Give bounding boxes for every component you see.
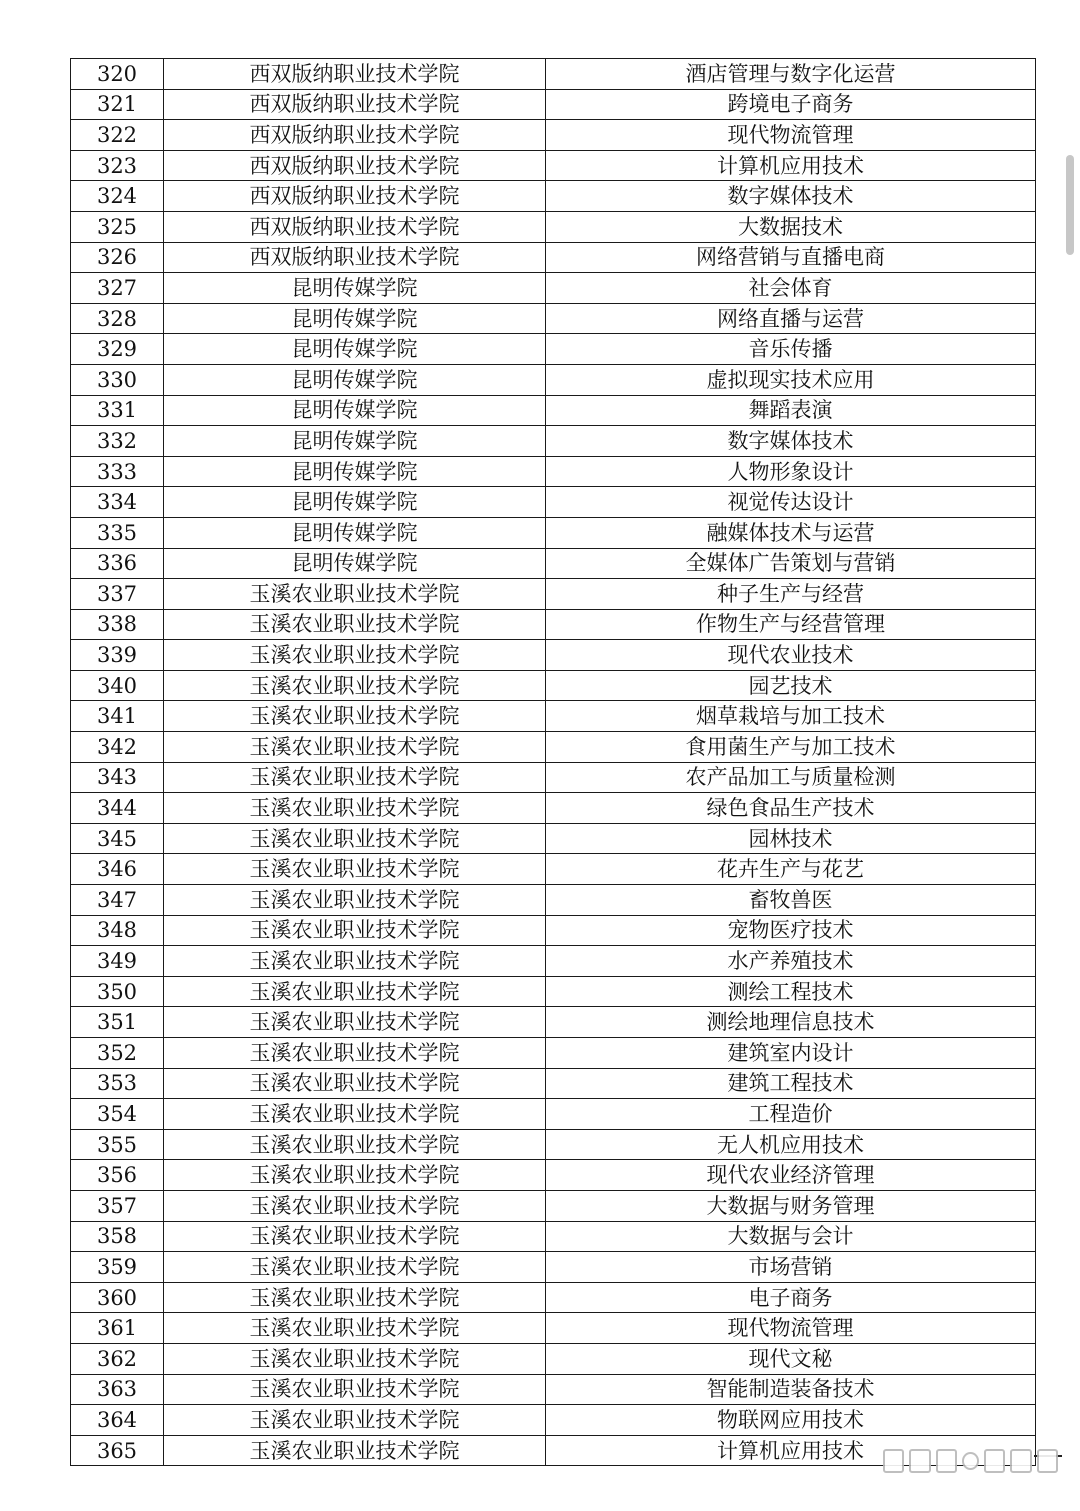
row-number-cell: 346	[71, 854, 164, 885]
row-number-cell: 330	[71, 364, 164, 395]
row-number-cell: 345	[71, 823, 164, 854]
row-number-cell: 351	[71, 1007, 164, 1038]
table-row	[71, 915, 1036, 946]
school-name-cell: 西双版纳职业技术学院	[164, 150, 546, 181]
row-number-cell: 347	[71, 885, 164, 916]
table-row	[71, 120, 1036, 151]
school-name-cell: 玉溪农业职业技术学院	[164, 1405, 546, 1436]
row-number-cell: 360	[71, 1282, 164, 1313]
major-name-cell: 人物形象设计	[546, 456, 1036, 487]
school-name-cell: 玉溪农业职业技术学院	[164, 1313, 546, 1344]
major-name-cell: 工程造价	[546, 1099, 1036, 1130]
major-name-cell: 作物生产与经营管理	[546, 609, 1036, 640]
table-row	[71, 1313, 1036, 1344]
school-name-cell: 玉溪农业职业技术学院	[164, 701, 546, 732]
school-name-cell: 玉溪农业职业技术学院	[164, 1099, 546, 1130]
major-name-cell: 社会体育	[546, 273, 1036, 304]
school-name-cell: 玉溪农业职业技术学院	[164, 1252, 546, 1283]
row-number-cell: 332	[71, 426, 164, 457]
school-name-cell: 玉溪农业职业技术学院	[164, 976, 546, 1007]
major-name-cell: 园林技术	[546, 823, 1036, 854]
major-name-cell: 宠物医疗技术	[546, 915, 1036, 946]
major-name-cell: 畜牧兽医	[546, 885, 1036, 916]
major-name-cell: 舞蹈表演	[546, 395, 1036, 426]
row-number-cell: 358	[71, 1221, 164, 1252]
row-number-cell: 354	[71, 1099, 164, 1130]
school-name-cell: 昆明传媒学院	[164, 273, 546, 304]
school-name-cell: 玉溪农业职业技术学院	[164, 1435, 546, 1466]
row-number-cell: 334	[71, 487, 164, 518]
row-number-cell: 352	[71, 1038, 164, 1069]
table-row	[71, 273, 1036, 304]
table-row	[71, 395, 1036, 426]
row-number-cell: 341	[71, 701, 164, 732]
school-name-cell: 昆明传媒学院	[164, 395, 546, 426]
school-name-cell: 昆明传媒学院	[164, 517, 546, 548]
row-number-cell: 329	[71, 334, 164, 365]
row-number-cell: 343	[71, 762, 164, 793]
major-name-cell: 电子商务	[546, 1282, 1036, 1313]
table-row	[71, 456, 1036, 487]
major-name-cell: 绿色食品生产技术	[546, 793, 1036, 824]
table-row	[71, 762, 1036, 793]
table-row	[71, 364, 1036, 395]
table-row	[71, 1252, 1036, 1283]
watermark-shape-icon	[962, 1452, 979, 1470]
row-number-cell: 336	[71, 548, 164, 579]
majors-table	[70, 58, 1036, 1466]
table-row	[71, 211, 1036, 242]
school-name-cell: 玉溪农业职业技术学院	[164, 946, 546, 977]
table-row	[71, 150, 1036, 181]
row-number-cell: 340	[71, 670, 164, 701]
school-name-cell: 西双版纳职业技术学院	[164, 211, 546, 242]
table-row	[71, 548, 1036, 579]
school-name-cell: 玉溪农业职业技术学院	[164, 1374, 546, 1405]
table-row	[71, 1343, 1036, 1374]
table-row	[71, 242, 1036, 273]
school-name-cell: 昆明传媒学院	[164, 303, 546, 334]
row-number-cell: 335	[71, 517, 164, 548]
row-number-cell: 365	[71, 1435, 164, 1466]
major-name-cell: 无人机应用技术	[546, 1129, 1036, 1160]
table-row	[71, 854, 1036, 885]
table-row	[71, 89, 1036, 120]
school-name-cell: 玉溪农业职业技术学院	[164, 823, 546, 854]
major-name-cell: 智能制造装备技术	[546, 1374, 1036, 1405]
major-name-cell: 全媒体广告策划与营销	[546, 548, 1036, 579]
major-name-cell: 网络营销与直播电商	[546, 242, 1036, 273]
school-name-cell: 玉溪农业职业技术学院	[164, 1190, 546, 1221]
row-number-cell: 348	[71, 915, 164, 946]
table-row	[71, 1068, 1036, 1099]
row-number-cell: 338	[71, 609, 164, 640]
row-number-cell: 324	[71, 181, 164, 212]
row-number-cell: 328	[71, 303, 164, 334]
major-name-cell: 市场营销	[546, 1252, 1036, 1283]
school-name-cell: 昆明传媒学院	[164, 487, 546, 518]
major-name-cell: 计算机应用技术	[546, 1435, 1036, 1466]
table-row	[71, 976, 1036, 1007]
major-name-cell: 种子生产与经营	[546, 579, 1036, 610]
table-row	[71, 823, 1036, 854]
major-name-cell: 跨境电子商务	[546, 89, 1036, 120]
school-name-cell: 玉溪农业职业技术学院	[164, 640, 546, 671]
row-number-cell: 361	[71, 1313, 164, 1344]
major-name-cell: 现代文秘	[546, 1343, 1036, 1374]
row-number-cell: 342	[71, 732, 164, 763]
table-row	[71, 1190, 1036, 1221]
table-row	[71, 701, 1036, 732]
table-row	[71, 303, 1036, 334]
major-name-cell: 测绘地理信息技术	[546, 1007, 1036, 1038]
major-name-cell: 测绘工程技术	[546, 976, 1036, 1007]
school-name-cell: 玉溪农业职业技术学院	[164, 762, 546, 793]
school-name-cell: 昆明传媒学院	[164, 456, 546, 487]
row-number-cell: 325	[71, 211, 164, 242]
school-name-cell: 玉溪农业职业技术学院	[164, 885, 546, 916]
school-name-cell: 玉溪农业职业技术学院	[164, 609, 546, 640]
school-name-cell: 玉溪农业职业技术学院	[164, 1129, 546, 1160]
row-number-cell: 350	[71, 976, 164, 1007]
row-number-cell: 359	[71, 1252, 164, 1283]
major-name-cell: 虚拟现实技术应用	[546, 364, 1036, 395]
scrollbar-thumb[interactable]	[1066, 155, 1074, 255]
major-name-cell: 建筑工程技术	[546, 1068, 1036, 1099]
major-name-cell: 大数据技术	[546, 211, 1036, 242]
table-row	[71, 1129, 1036, 1160]
school-name-cell: 西双版纳职业技术学院	[164, 242, 546, 273]
watermark-shape-icon	[984, 1449, 1005, 1473]
school-name-cell: 西双版纳职业技术学院	[164, 59, 546, 90]
major-name-cell: 烟草栽培与加工技术	[546, 701, 1036, 732]
table-row	[71, 181, 1036, 212]
major-name-cell: 物联网应用技术	[546, 1405, 1036, 1436]
major-name-cell: 食用菌生产与加工技术	[546, 732, 1036, 763]
table-row	[71, 1282, 1036, 1313]
table-row	[71, 59, 1036, 90]
school-name-cell: 玉溪农业职业技术学院	[164, 1068, 546, 1099]
major-name-cell: 现代农业技术	[546, 640, 1036, 671]
watermark-shape-icon	[883, 1449, 904, 1473]
school-name-cell: 玉溪农业职业技术学院	[164, 1007, 546, 1038]
table-row	[71, 487, 1036, 518]
majors-table-body	[71, 59, 1036, 1466]
table-row	[71, 1007, 1036, 1038]
table-row	[71, 1374, 1036, 1405]
major-name-cell: 大数据与财务管理	[546, 1190, 1036, 1221]
table-row	[71, 1221, 1036, 1252]
school-name-cell: 玉溪农业职业技术学院	[164, 579, 546, 610]
table-row	[71, 1099, 1036, 1130]
app-watermark-icon	[883, 1445, 1058, 1477]
row-number-cell: 349	[71, 946, 164, 977]
school-name-cell: 昆明传媒学院	[164, 548, 546, 579]
table-row	[71, 670, 1036, 701]
school-name-cell: 玉溪农业职业技术学院	[164, 670, 546, 701]
table-row	[71, 517, 1036, 548]
row-number-cell: 363	[71, 1374, 164, 1405]
table-row	[71, 946, 1036, 977]
row-number-cell: 322	[71, 120, 164, 151]
major-name-cell: 酒店管理与数字化运营	[546, 59, 1036, 90]
table-row	[71, 334, 1036, 365]
row-number-cell: 331	[71, 395, 164, 426]
row-number-cell: 353	[71, 1068, 164, 1099]
document-page	[70, 58, 1035, 1466]
school-name-cell: 玉溪农业职业技术学院	[164, 793, 546, 824]
major-name-cell: 计算机应用技术	[546, 150, 1036, 181]
watermark-shape-icon	[1037, 1449, 1058, 1473]
row-number-cell: 333	[71, 456, 164, 487]
major-name-cell: 现代农业经济管理	[546, 1160, 1036, 1191]
table-row	[71, 426, 1036, 457]
table-row	[71, 732, 1036, 763]
school-name-cell: 西双版纳职业技术学院	[164, 89, 546, 120]
major-name-cell: 花卉生产与花艺	[546, 854, 1036, 885]
table-row	[71, 640, 1036, 671]
major-name-cell: 农产品加工与质量检测	[546, 762, 1036, 793]
row-number-cell: 320	[71, 59, 164, 90]
school-name-cell: 昆明传媒学院	[164, 364, 546, 395]
row-number-cell: 337	[71, 579, 164, 610]
row-number-cell: 357	[71, 1190, 164, 1221]
row-number-cell: 356	[71, 1160, 164, 1191]
row-number-cell: 321	[71, 89, 164, 120]
major-name-cell: 建筑室内设计	[546, 1038, 1036, 1069]
row-number-cell: 364	[71, 1405, 164, 1436]
school-name-cell: 玉溪农业职业技术学院	[164, 854, 546, 885]
major-name-cell: 园艺技术	[546, 670, 1036, 701]
school-name-cell: 昆明传媒学院	[164, 334, 546, 365]
school-name-cell: 西双版纳职业技术学院	[164, 181, 546, 212]
school-name-cell: 玉溪农业职业技术学院	[164, 915, 546, 946]
major-name-cell: 数字媒体技术	[546, 426, 1036, 457]
major-name-cell: 现代物流管理	[546, 1313, 1036, 1344]
row-number-cell: 323	[71, 150, 164, 181]
school-name-cell: 西双版纳职业技术学院	[164, 120, 546, 151]
table-row	[71, 885, 1036, 916]
row-number-cell: 327	[71, 273, 164, 304]
row-number-cell: 339	[71, 640, 164, 671]
major-name-cell: 网络直播与运营	[546, 303, 1036, 334]
row-number-cell: 355	[71, 1129, 164, 1160]
school-name-cell: 玉溪农业职业技术学院	[164, 732, 546, 763]
major-name-cell: 水产养殖技术	[546, 946, 1036, 977]
school-name-cell: 玉溪农业职业技术学院	[164, 1343, 546, 1374]
major-name-cell: 数字媒体技术	[546, 181, 1036, 212]
school-name-cell: 昆明传媒学院	[164, 426, 546, 457]
major-name-cell: 现代物流管理	[546, 120, 1036, 151]
major-name-cell: 融媒体技术与运营	[546, 517, 1036, 548]
watermark-shape-icon	[1010, 1449, 1031, 1473]
major-name-cell: 音乐传播	[546, 334, 1036, 365]
table-row	[71, 579, 1036, 610]
school-name-cell: 玉溪农业职业技术学院	[164, 1221, 546, 1252]
table-row	[71, 1038, 1036, 1069]
table-row	[71, 1405, 1036, 1436]
school-name-cell: 玉溪农业职业技术学院	[164, 1038, 546, 1069]
table-row	[71, 793, 1036, 824]
table-row	[71, 1160, 1036, 1191]
watermark-shape-icon	[909, 1449, 930, 1473]
row-number-cell: 362	[71, 1343, 164, 1374]
major-name-cell: 大数据与会计	[546, 1221, 1036, 1252]
school-name-cell: 玉溪农业职业技术学院	[164, 1282, 546, 1313]
row-number-cell: 326	[71, 242, 164, 273]
school-name-cell: 玉溪农业职业技术学院	[164, 1160, 546, 1191]
major-name-cell: 视觉传达设计	[546, 487, 1036, 518]
table-row	[71, 609, 1036, 640]
watermark-shape-icon	[936, 1449, 957, 1473]
row-number-cell: 344	[71, 793, 164, 824]
